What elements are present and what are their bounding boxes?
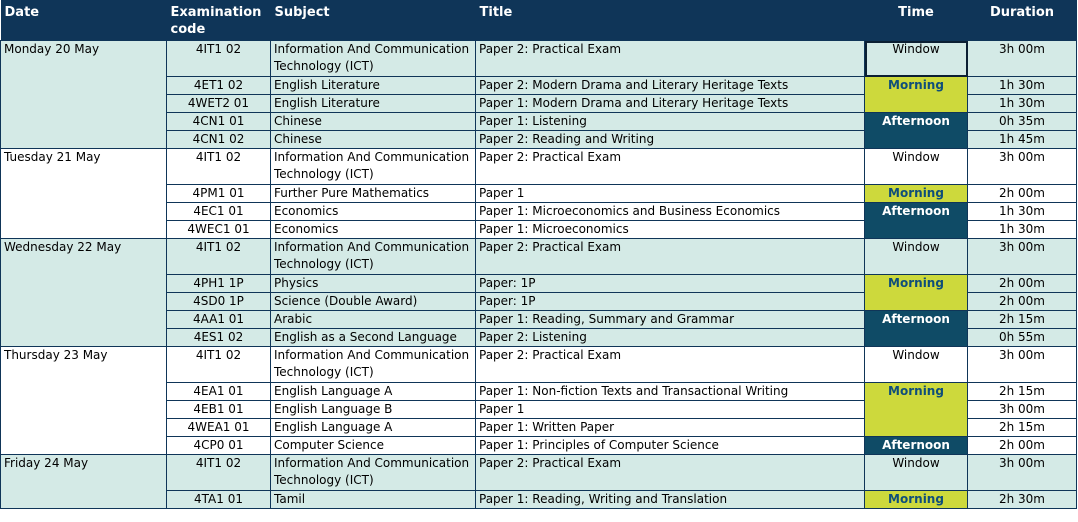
duration-cell: 2h 00m — [968, 293, 1077, 311]
date-cell: Tuesday 21 May — [1, 149, 167, 239]
table-row — [1, 347, 1077, 383]
duration-cell: 2h 00m — [968, 437, 1077, 455]
exam-code-cell: 4SD0 1P — [167, 293, 271, 311]
duration-cell: 3h 00m — [968, 149, 1077, 185]
time-window-cell: Window — [865, 455, 968, 491]
title-cell: Paper 2: Listening — [476, 329, 865, 347]
duration-cell: 1h 45m — [968, 131, 1077, 149]
time-window-cell: Window — [865, 239, 968, 275]
header-time: Time — [865, 0, 968, 41]
subject-cell: Science (Double Award) — [271, 293, 476, 311]
subject-cell: English Literature — [271, 95, 476, 113]
exam-code-cell: 4ES1 02 — [167, 329, 271, 347]
title-cell: Paper 1: Non-fiction Texts and Transactional Writing — [476, 383, 865, 401]
time-window-cell: Window — [865, 41, 968, 77]
duration-cell: 3h 00m — [968, 239, 1077, 275]
subject-cell: Tamil — [271, 491, 476, 509]
subject-cell: Information And Communication Technology (ICT) — [271, 239, 476, 275]
header-code: Examination code — [167, 0, 271, 41]
exam-code-cell: 4CP0 01 — [167, 437, 271, 455]
time-morning-cell: Morning — [865, 275, 968, 311]
exam-code-cell: 4ET1 02 — [167, 77, 271, 95]
duration-cell: 2h 15m — [968, 419, 1077, 437]
duration-cell: 0h 55m — [968, 329, 1077, 347]
time-morning-cell: Morning — [865, 383, 968, 437]
title-cell: Paper: 1P — [476, 293, 865, 311]
table-row — [1, 41, 1077, 77]
date-cell: Friday 24 May — [1, 455, 167, 509]
subject-cell: Information And Communication Technology (ICT) — [271, 41, 476, 77]
time-morning-cell: Morning — [865, 77, 968, 113]
title-cell: Paper 1 — [476, 401, 865, 419]
title-cell: Paper 1: Microeconomics — [476, 221, 865, 239]
exam-code-cell: 4WEA1 01 — [167, 419, 271, 437]
time-window-cell: Window — [865, 347, 968, 383]
title-cell: Paper 2: Modern Drama and Literary Heritage Texts — [476, 77, 865, 95]
exam-code-cell: 4AA1 01 — [167, 311, 271, 329]
subject-cell: Economics — [271, 221, 476, 239]
timetable-body — [1, 41, 1077, 509]
date-cell: Wednesday 22 May — [1, 239, 167, 347]
exam-code-cell: 4CN1 01 — [167, 113, 271, 131]
subject-cell: Information And Communication Technology (ICT) — [271, 347, 476, 383]
title-cell: Paper: 1P — [476, 275, 865, 293]
subject-cell: English Language A — [271, 383, 476, 401]
subject-cell: English Literature — [271, 77, 476, 95]
title-cell: Paper 2: Reading and Writing — [476, 131, 865, 149]
date-cell: Monday 20 May — [1, 41, 167, 149]
exam-code-cell: 4WET2 01 — [167, 95, 271, 113]
duration-cell: 1h 30m — [968, 221, 1077, 239]
exam-code-cell: 4EA1 01 — [167, 383, 271, 401]
exam-code-cell: 4IT1 02 — [167, 149, 271, 185]
header-date: Date — [1, 0, 167, 41]
title-cell: Paper 1: Microeconomics and Business Economics — [476, 203, 865, 221]
exam-code-cell: 4EC1 01 — [167, 203, 271, 221]
exam-code-cell: 4IT1 02 — [167, 455, 271, 491]
date-cell: Thursday 23 May — [1, 347, 167, 455]
title-cell: Paper 1: Written Paper — [476, 419, 865, 437]
duration-cell: 2h 00m — [968, 275, 1077, 293]
subject-cell: Economics — [271, 203, 476, 221]
subject-cell: English Language A — [271, 419, 476, 437]
exam-code-cell: 4PH1 1P — [167, 275, 271, 293]
title-cell: Paper 2: Practical Exam — [476, 149, 865, 185]
time-afternoon-cell: Afternoon — [865, 113, 968, 149]
duration-cell: 3h 00m — [968, 41, 1077, 77]
title-cell: Paper 1: Reading, Writing and Translation — [476, 491, 865, 509]
subject-cell: Computer Science — [271, 437, 476, 455]
title-cell: Paper 2: Practical Exam — [476, 239, 865, 275]
exam-code-cell: 4WEC1 01 — [167, 221, 271, 239]
time-morning-cell: Morning — [865, 185, 968, 203]
header-title: Title — [476, 0, 865, 41]
duration-cell: 0h 35m — [968, 113, 1077, 131]
subject-cell: Information And Communication Technology (ICT) — [271, 149, 476, 185]
subject-cell: Further Pure Mathematics — [271, 185, 476, 203]
duration-cell: 2h 15m — [968, 311, 1077, 329]
duration-cell: 1h 30m — [968, 77, 1077, 95]
exam-code-cell: 4IT1 02 — [167, 347, 271, 383]
header-row — [1, 0, 1077, 41]
table-row — [1, 455, 1077, 491]
table-row — [1, 149, 1077, 185]
duration-cell: 3h 00m — [968, 347, 1077, 383]
subject-cell: Chinese — [271, 131, 476, 149]
duration-cell: 2h 00m — [968, 185, 1077, 203]
duration-cell: 3h 00m — [968, 455, 1077, 491]
exam-code-cell: 4PM1 01 — [167, 185, 271, 203]
title-cell: Paper 1: Principles of Computer Science — [476, 437, 865, 455]
subject-cell: Information And Communication Technology (ICT) — [271, 455, 476, 491]
time-afternoon-cell: Afternoon — [865, 437, 968, 455]
exam-code-cell: 4TA1 01 — [167, 491, 271, 509]
duration-cell: 2h 15m — [968, 383, 1077, 401]
exam-code-cell: 4IT1 02 — [167, 239, 271, 275]
header-duration: Duration — [968, 0, 1077, 41]
time-morning-cell: Morning — [865, 491, 968, 509]
title-cell: Paper 1: Reading, Summary and Grammar — [476, 311, 865, 329]
subject-cell: Arabic — [271, 311, 476, 329]
table-row — [1, 239, 1077, 275]
time-window-cell: Window — [865, 149, 968, 185]
duration-cell: 2h 30m — [968, 491, 1077, 509]
title-cell: Paper 2: Practical Exam — [476, 455, 865, 491]
exam-code-cell: 4IT1 02 — [167, 41, 271, 77]
title-cell: Paper 1: Listening — [476, 113, 865, 131]
subject-cell: Physics — [271, 275, 476, 293]
title-cell: Paper 1: Modern Drama and Literary Heritage Texts — [476, 95, 865, 113]
subject-cell: Chinese — [271, 113, 476, 131]
subject-cell: English Language B — [271, 401, 476, 419]
header-subject: Subject — [271, 0, 476, 41]
subject-cell: English as a Second Language — [271, 329, 476, 347]
exam-code-cell: 4CN1 02 — [167, 131, 271, 149]
duration-cell: 3h 00m — [968, 401, 1077, 419]
duration-cell: 1h 30m — [968, 203, 1077, 221]
exam-code-cell: 4EB1 01 — [167, 401, 271, 419]
duration-cell: 1h 30m — [968, 95, 1077, 113]
time-afternoon-cell: Afternoon — [865, 311, 968, 347]
title-cell: Paper 2: Practical Exam — [476, 41, 865, 77]
time-afternoon-cell: Afternoon — [865, 203, 968, 239]
title-cell: Paper 1 — [476, 185, 865, 203]
title-cell: Paper 2: Practical Exam — [476, 347, 865, 383]
